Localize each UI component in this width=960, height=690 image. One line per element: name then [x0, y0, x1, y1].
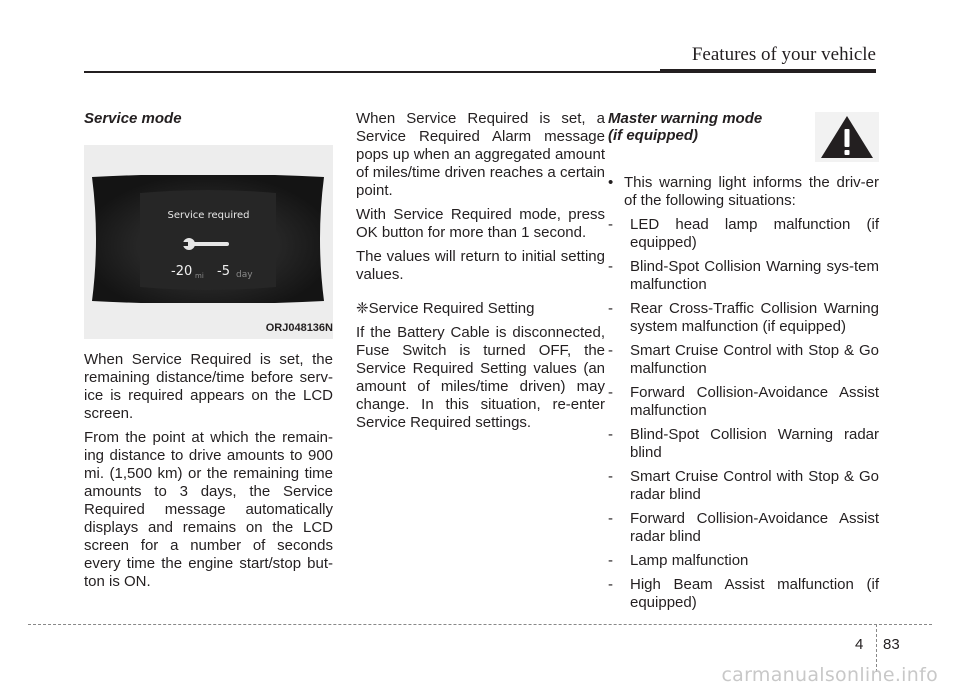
- note-title: ❈Service Required Setting: [356, 300, 535, 317]
- paragraph: With Service Required mode, press OK button for more than 1 second.: [356, 206, 605, 241]
- watermark: carmanualsonline.info: [721, 664, 938, 686]
- heading-line: (if equipped): [608, 127, 698, 144]
- dash-mark: -: [608, 384, 613, 401]
- bullet-mark: •: [608, 174, 614, 191]
- paragraph: When Service Required is set, the remaining distance/time before serv-ice is required appears on the LCD screen.: [84, 351, 333, 422]
- list-item-text: Forward Collision-Avoidance Assist radar blind: [630, 510, 879, 545]
- lcd-days-value: -5: [217, 264, 230, 279]
- header-title: Features of your vehicle: [691, 44, 876, 65]
- dash-mark: -: [608, 468, 613, 485]
- page-number: 83: [883, 636, 900, 653]
- list-item: [608, 258, 879, 294]
- list-item-text: Forward Collision-Avoidance Assist malfunction: [630, 384, 879, 419]
- list-item: [608, 426, 879, 462]
- dash-mark: -: [608, 426, 613, 443]
- heading-line: Master warning mode: [608, 110, 763, 127]
- dash-mark: -: [608, 258, 613, 275]
- list-item: [608, 342, 879, 378]
- cluster-lcd-image: [88, 175, 328, 303]
- paragraph: From the point at which the remain-ing distance to drive amounts to 900 mi. (1,500 km) or the remaining time amounts to 3 days, the Service Required message automatically displays and remains on the LCD screen for a number of seconds every time the engine start/stop but-ton is ON.: [84, 429, 333, 590]
- list-item: [608, 300, 879, 336]
- list-item-text: Blind-Spot Collision Warning radar blind: [630, 426, 879, 461]
- list-item: [608, 510, 879, 546]
- header-rule-accent: [660, 69, 876, 73]
- column-middle: [356, 110, 605, 438]
- list-item-text: Blind-Spot Collision Warning sys-tem malfunction: [630, 258, 879, 293]
- bullet-text: This warning light informs the driv-er of the following situations:: [624, 174, 879, 209]
- figure-cluster-lcd: [84, 145, 333, 339]
- list-item: [608, 468, 879, 504]
- list-item-text: Lamp malfunction: [630, 552, 749, 569]
- dash-mark: -: [608, 510, 613, 527]
- dash-mark: -: [608, 576, 613, 593]
- dash-mark: -: [608, 342, 613, 359]
- lcd-days-unit: day: [236, 270, 253, 280]
- paragraph: The values will return to initial setting values.: [356, 248, 605, 283]
- lcd-service-required-text: Service required: [167, 210, 250, 221]
- column-left: [84, 110, 333, 597]
- list-item-text: Rear Cross-Traffic Collision Warning system malfunction (if equipped): [630, 300, 879, 335]
- column-right: [608, 110, 879, 618]
- bullet-item: [608, 174, 879, 210]
- list-item-text: LED head lamp malfunction (if equipped): [630, 216, 879, 251]
- dash-mark: -: [608, 552, 613, 569]
- list-item: [608, 384, 879, 420]
- master-warning-title-row: [608, 110, 879, 162]
- master-warning-icon-box: [815, 112, 879, 162]
- dash-mark: -: [608, 300, 613, 317]
- list-item: [608, 216, 879, 252]
- figure-code: ORJ048136N: [265, 322, 333, 334]
- footer-divider: [28, 624, 932, 625]
- list-item: [608, 576, 879, 612]
- list-item-text: Smart Cruise Control with Stop & Go malfunction: [630, 342, 879, 377]
- dash-mark: -: [608, 216, 613, 233]
- chapter-number: 4: [855, 636, 864, 653]
- warning-triangle-icon: [815, 112, 879, 162]
- note-text: If the Battery Cable is disconnected, Fuse Switch is turned OFF, the Service Required Setting values (an amount of miles/time driven) may change. In this situation, re-enter Service Required settings.: [356, 324, 605, 431]
- section-heading-service-mode: Service mode: [84, 110, 182, 127]
- list-item-text: High Beam Assist malfunction (if equipped): [630, 576, 879, 611]
- list-item-text: Smart Cruise Control with Stop & Go radar blind: [630, 468, 879, 503]
- lcd-distance-value: -20: [171, 264, 193, 279]
- paragraph: When Service Required is set, a Service Required Alarm message pops up when an aggregated amount of miles/time driven reaches a certain point.: [356, 110, 605, 199]
- list-item: [608, 552, 879, 570]
- lcd-distance-unit: mi: [195, 272, 204, 280]
